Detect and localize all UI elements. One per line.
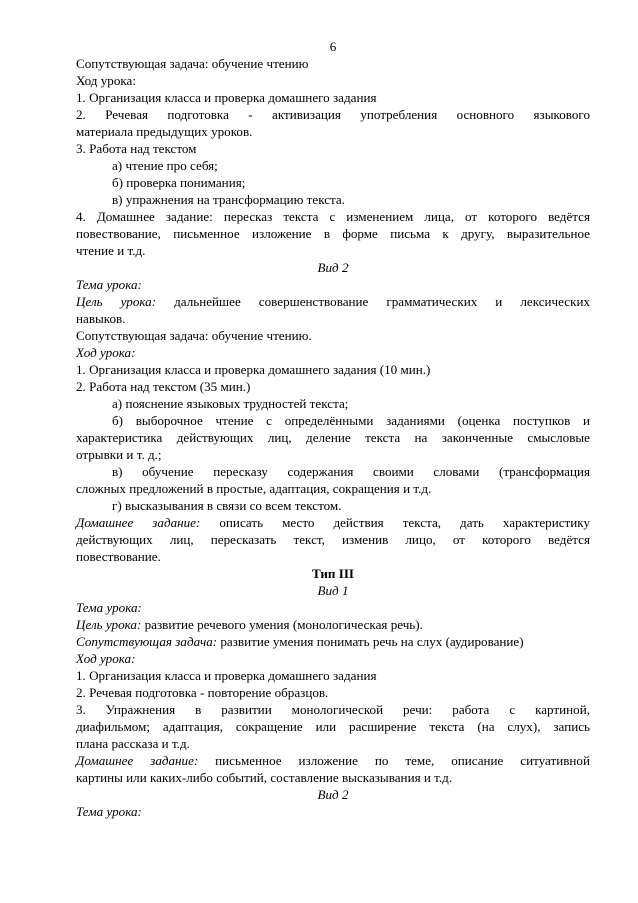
text-line: диафильмом; адаптация, сокращение или расширение текста (на слух), запись: [76, 719, 590, 734]
text-line: 4. Домашнее задание: пересказ текста с изменением лица, от которого ведётся: [76, 209, 590, 224]
text-line: материала предыдущих уроков.: [76, 124, 253, 139]
lesson-goal-line: [76, 616, 590, 633]
text-line: картины или каких-либо событий, составление высказывания и т.д.: [76, 770, 453, 785]
text-line: Сопутствующая задача: обучение чтению: [76, 56, 309, 71]
text-line: 2. Работа над текстом (35 мин.): [76, 379, 251, 394]
text-line: отрывки и т. д.;: [76, 447, 162, 462]
text-line: 3. Упражнения в развитии монологической речи: работа с картиной,: [76, 702, 590, 717]
page-content: [76, 38, 590, 820]
homework-text: письменное изложение по теме, описание ситуативной: [198, 753, 590, 768]
text-line: 2. Речевая подготовка - повторение образцов.: [76, 685, 329, 700]
lesson-topic-label: Тема урока:: [76, 277, 142, 292]
side-task-label: Сопутствующая задача:: [76, 634, 218, 649]
text-line: плана рассказа и т.д.: [76, 736, 190, 751]
text-line: 1. Организация класса и проверка домашнего задания: [76, 90, 377, 105]
side-task-text: развитие умения понимать речь на слух (аудирование): [217, 634, 524, 649]
text-line: характеристика действующих лиц, деление текста на законченные смысловые: [76, 430, 590, 445]
text-line: 1. Организация класса и проверка домашнего задания (10 мин.): [76, 362, 431, 377]
list-item: а) пояснение языковых трудностей текста;: [112, 396, 349, 411]
homework-line: [76, 514, 590, 531]
homework-line: [76, 752, 590, 769]
text-line: чтение и т.д.: [76, 243, 146, 258]
lesson-plan-label: Ход урока:: [76, 651, 136, 666]
list-item: в) упражнения на трансформацию текста.: [112, 192, 346, 207]
lesson-goal-line: [76, 293, 590, 310]
side-task-line: [76, 633, 590, 650]
list-item: б) проверка понимания;: [112, 175, 246, 190]
homework-label: Домашнее задание:: [76, 753, 199, 768]
text-line: повествование, письменное изложение в форме письма к другу, выразительное: [76, 226, 590, 241]
homework-label: Домашнее задание:: [76, 515, 201, 530]
text-line: действующих лиц, пересказать текст, изменив лицо, от которого ведётся: [76, 532, 590, 547]
text-line: 1. Организация класса и проверка домашнего задания: [76, 668, 377, 683]
text-line: навыков.: [76, 311, 126, 326]
goal-text: дальнейшее совершенствование грамматических и лексических: [156, 294, 590, 309]
homework-text: описать место действия текста, дать характеристику: [200, 515, 590, 530]
page-number: 6: [329, 39, 337, 54]
text-line: 2. Речевая подготовка - активизация употребления основного языкового: [76, 107, 590, 122]
text-line: сложных предложений в простые, адаптация, сокращения и т.д.: [76, 481, 432, 496]
lesson-topic-label: Тема урока:: [76, 804, 142, 819]
section-heading-tip-3: Тип III: [311, 566, 355, 581]
goal-text: развитие речевого умения (монологическая речь).: [141, 617, 423, 632]
lesson-topic-label: Тема урока:: [76, 600, 142, 615]
text-line: 3. Работа над текстом: [76, 141, 197, 156]
goal-label: Цель урока:: [76, 617, 142, 632]
list-item: в) обучение пересказу содержания своими словами (трансформация: [112, 464, 590, 479]
lesson-plan-label: Ход урока:: [76, 345, 136, 360]
list-item: а) чтение про себя;: [112, 158, 218, 173]
text-line: Ход урока:: [76, 73, 136, 88]
text-line: повествование.: [76, 549, 161, 564]
section-heading-vid-2: Вид 2: [317, 260, 349, 275]
goal-label: Цель урока:: [76, 294, 157, 309]
section-heading-vid-2: Вид 2: [317, 787, 349, 802]
section-heading-vid-1: Вид 1: [317, 583, 349, 598]
list-item: г) высказывания в связи со всем текстом.: [112, 498, 342, 513]
text-line: Сопутствующая задача: обучение чтению.: [76, 328, 312, 343]
list-item: б) выборочное чтение с определёнными заданиями (оценка поступков и: [112, 413, 590, 428]
